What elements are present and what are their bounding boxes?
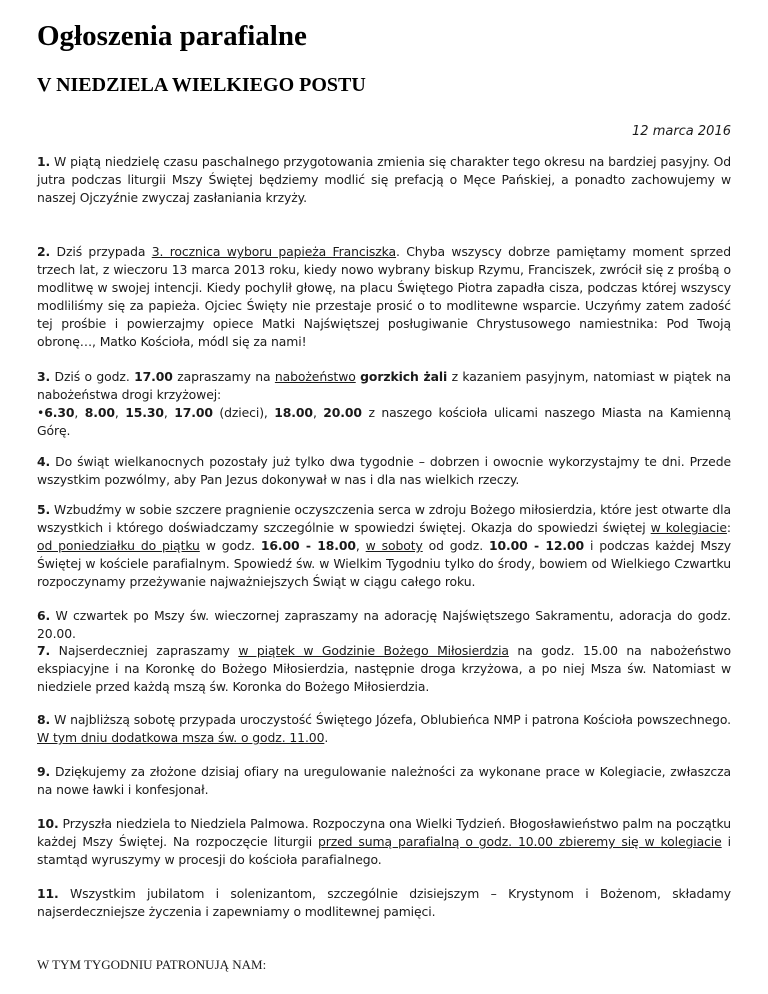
text-segment: W najbliższą sobotę przypada uroczystość Świętego Józefa, Oblubieńca NMP i patrona Kościoła powszechnego. xyxy=(50,712,731,727)
announcement-number: 11. xyxy=(37,886,59,901)
announcement-number: 8. xyxy=(37,712,51,727)
announcement-1 xyxy=(37,153,731,207)
text-segment: z kazaniem pasyjnym, natomiast w piątek na nabożeństwa drogi krzyżowej: xyxy=(37,369,731,402)
anniversary-link[interactable]: 3. rocznica wyboru papieża Franciszka xyxy=(151,244,397,259)
text-segment: , xyxy=(355,538,366,553)
palm-sunday-link[interactable]: przed sumą parafialną o godz. 10.00 zbieremy się w kolegiacie xyxy=(318,834,722,849)
announcement-number: 10. xyxy=(37,816,59,831)
page-subtitle: V NIEDZIELA WIELKIEGO POSTU xyxy=(37,74,366,96)
announcement-text: Dziękujemy za złożone dzisiaj ofiary na uregulowanie należności za wykonane prace w Kolegiacie, zwłaszcza na nowe ławki i konfesjonał. xyxy=(37,764,731,797)
text-segment: Przyszła niedziela to Niedziela Palmowa. Rozpoczyna ona Wielki Tydzień. Błogosławieństwo palm na początku każdej Mszy Świętej. Na rozpoczęcie liturgii xyxy=(37,816,731,849)
collegiate-link[interactable]: w kolegiacie xyxy=(650,520,727,535)
text-segment: (dzieci), xyxy=(212,405,275,420)
bullet: • xyxy=(37,405,45,420)
text-segment: : xyxy=(726,520,731,535)
announcement-number: 7. xyxy=(37,643,51,658)
text-segment: w godz. xyxy=(199,538,261,553)
text-segment: . Chyba wszyscy dobrze pamiętamy moment sprzed trzech lat, z wieczoru 13 marca 2013 roku, kiedy nowo wybrany biskup Rzymu, Franciszek, zwrócił się z prośbą o modlitwę w swojej intencji. Kiedy pochylił głowę, na placu Świętego Piotra zapadła cisza, podczas której wszyscy modliliśmy się za papieża. Ojciec Święty nie przestaje prosić o to modlitewne wsparcie. Uczyńmy zatem zadość tej prośbie i powierzajmy opiece Matki Najświętszej posługiwanie Chrystusowego namiestnika: Pod Twoją obronę…, Matko Kościoła, módl się za nami! xyxy=(37,244,731,349)
text-segment: od godz. xyxy=(422,538,489,553)
announcement-number: 1. xyxy=(37,154,51,169)
announcement-6 xyxy=(37,607,731,643)
text-segment: Wzbudźmy w sobie szczere pragnienie oczyszczenia serca w zdroju Bożego miłosierdzia, które jest otwarte dla wszystkich i którego doświadczamy szczególnie w spowiedzi świętej. Okazja do spowiedzi świętej xyxy=(37,502,731,535)
bold-time: 20.00 xyxy=(323,405,362,420)
divine-mercy-link[interactable]: w piątek w Godzinie Bożego Miłosierdzia xyxy=(238,643,509,658)
announcement-number: 2. xyxy=(37,244,51,259)
text-segment: zapraszamy na xyxy=(172,369,275,384)
announcement-8 xyxy=(37,711,731,747)
announcement-7 xyxy=(37,642,731,696)
announcement-number: 3. xyxy=(37,369,51,384)
saturdays-link[interactable]: w soboty xyxy=(365,538,423,553)
text-segment: z naszego kościoła ulicami naszego Miasta na Kamienną Górę. xyxy=(37,405,731,438)
extra-mass-link[interactable]: W tym dniu dodatkowa msza św. o godz. 11.00 xyxy=(37,730,325,745)
separator: , xyxy=(74,405,85,420)
announcement-number: 6. xyxy=(37,608,51,623)
bold-phrase: gorzkich żali xyxy=(360,369,448,384)
bold-time: 17.00 xyxy=(134,369,173,384)
announcement-11 xyxy=(37,885,731,921)
announcement-5 xyxy=(37,501,731,591)
separator: , xyxy=(163,405,175,420)
text-segment: i stamtąd wyruszymy w procesji do kościoła parafialnego. xyxy=(37,834,731,867)
bold-time: 17.00 xyxy=(174,405,213,420)
bold-hours: 10.00 - 12.00 xyxy=(488,538,585,553)
bold-time: 15.30 xyxy=(125,405,164,420)
text-segment: Dziś o godz. xyxy=(50,369,135,384)
text-segment: Najserdeczniej zapraszamy xyxy=(50,643,239,658)
bold-time: 6.30 xyxy=(44,405,75,420)
text-segment: . xyxy=(324,730,329,745)
service-link[interactable]: nabożeństwo xyxy=(274,369,356,384)
announcement-2 xyxy=(37,243,731,351)
separator: , xyxy=(312,405,324,420)
announcement-text: Do świąt wielkanocnych pozostały już tylko dwa tygodnie – dobrzen i owocnie wykorzystajmy te dni. Przede wszystkim pozwólmy, aby Pan Jezus dokonywał w nas i dla nas wielkich rzeczy. xyxy=(37,454,731,487)
announcement-3 xyxy=(37,368,731,440)
announcement-number: 5. xyxy=(37,502,51,517)
announcement-number: 4. xyxy=(37,454,51,469)
patrons-heading: W TYM TYGODNIU PATRONUJĄ NAM: xyxy=(37,957,267,972)
announcement-text: W piątą niedzielę czasu paschalnego przygotowania zmienia się charakter tego okresu na bardziej pasyjny. Od jutra podczas liturgii Mszy Świętej będziemy modlić się prefacją o Męce Pańskiej, a ponadto zachowujemy w naszej Ojczyźnie zwyczaj zasłaniania krzyży. xyxy=(37,154,731,205)
text-segment: na godz. 15.00 na nabożeństwo ekspiacyjne i na Koronkę do Bożego Miłosierdzia, następnie droga krzyżowa, a po niej Msza św. Natomiast w niedziele przed każdą mszą św. Koronka do Bożego Miłosierdzia. xyxy=(37,643,731,694)
announcement-text: W czwartek po Mszy św. wieczornej zapraszamy na adorację Najświętszego Sakramentu, adoracja do godz. 20.00. xyxy=(37,608,731,641)
text-segment: Dziś przypada xyxy=(50,244,152,259)
bold-time: 18.00 xyxy=(274,405,313,420)
bold-time: 8.00 xyxy=(84,405,115,420)
weekdays-link[interactable]: od poniedziałku do piątku xyxy=(37,538,200,553)
text-segment: i podczas każdej Mszy Świętej w kościele parafialnym. Spowiedź św. w Wielkim Tygodniu tylko do środy, bowiem od Wielkiego Czwartku rozpoczynamy przeżywanie najważniejszych Świąt w ciągu całego roku. xyxy=(37,538,731,589)
announcement-4 xyxy=(37,453,731,489)
bold-hours: 16.00 - 18.00 xyxy=(260,538,356,553)
announcement-9 xyxy=(37,763,731,799)
separator: , xyxy=(114,405,126,420)
announcement-number: 9. xyxy=(37,764,51,779)
date: 12 marca 2016 xyxy=(632,124,731,139)
announcement-text: Wszystkim jubilatom i solenizantom, szczególnie dzisiejszym – Krystynom i Bożenom, składamy najserdeczniejsze życzenia i zapewniamy o modlitewnej pamięci. xyxy=(37,886,731,919)
page-title: Ogłoszenia parafialne xyxy=(37,20,307,52)
announcement-10 xyxy=(37,815,731,869)
